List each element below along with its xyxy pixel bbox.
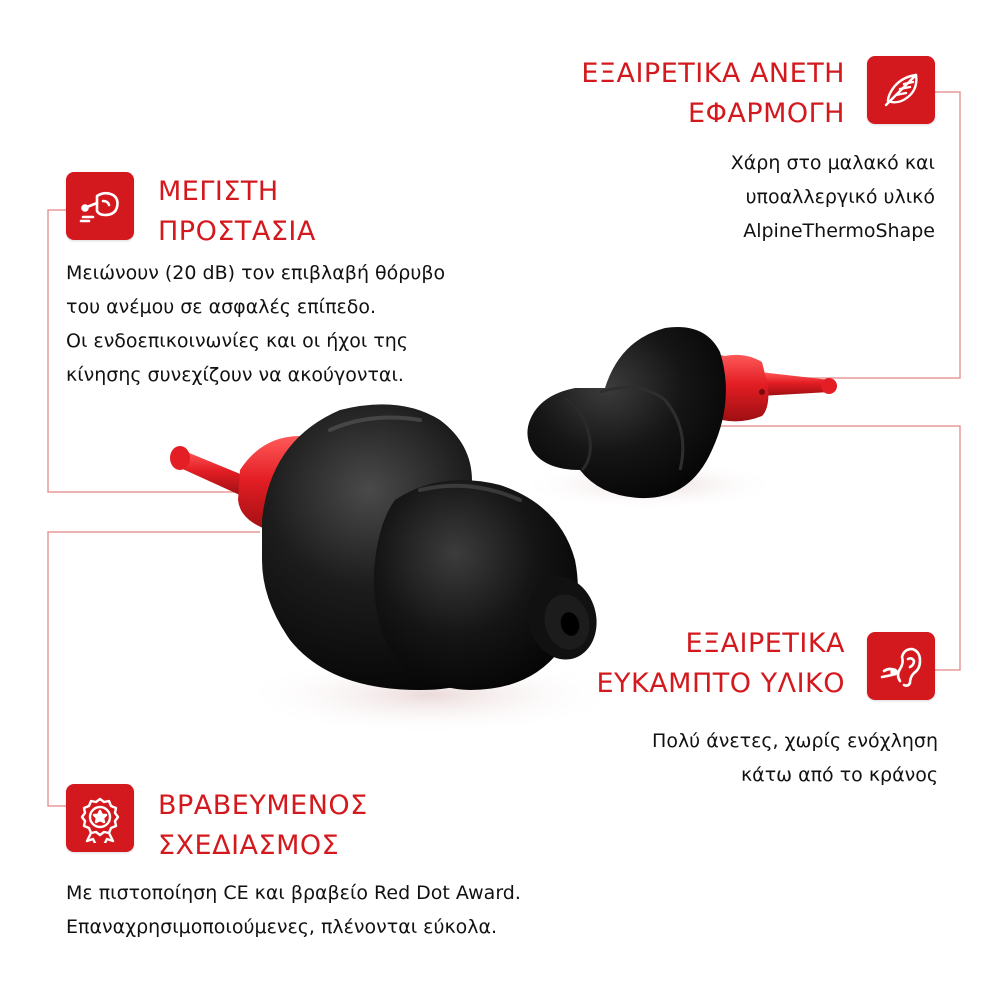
flexible-icon-box bbox=[867, 632, 935, 700]
protection-icon-box bbox=[66, 172, 134, 240]
flexible-description bbox=[652, 724, 938, 792]
protection-desc-line-3: Οι ενδοεπικοινωνίες και οι ήχοι της bbox=[66, 330, 408, 352]
flexible-title-line-2: ΕΥΚΑΜΠΤΟ ΥΛΙΚΟ bbox=[596, 668, 845, 699]
award-description bbox=[66, 876, 521, 944]
award-title-line-1: ΒΡΑΒΕΥΜΕΝΟΣ bbox=[158, 790, 368, 821]
flexible-title-line-1: ΕΞΑΙΡΕΤΙΚΑ bbox=[685, 628, 845, 659]
award-rosette-icon bbox=[75, 793, 125, 843]
earplug-icon bbox=[75, 181, 125, 231]
comfort-desc-line-2: υποαλλεργικό υλικό bbox=[745, 186, 935, 208]
protection-title-line-1: ΜΕΓΙΣΤΗ bbox=[158, 176, 279, 207]
protection-desc-line-4: κίνησης συνεχίζουν να ακούγονται. bbox=[66, 364, 404, 386]
protection-desc-line-2: του ανέμου σε ασφαλές επίπεδο. bbox=[66, 296, 377, 318]
award-title bbox=[158, 786, 368, 866]
award-desc-line-1: Με πιστοποίηση CE και βραβείο Red Dot Award. bbox=[66, 882, 521, 904]
feather-icon bbox=[876, 65, 926, 115]
comfort-desc-line-3: AlpineThermoShape bbox=[743, 220, 935, 242]
comfort-icon-box bbox=[867, 56, 935, 124]
award-title-line-2: ΣΧΕΔΙΑΣΜΟΣ bbox=[158, 830, 340, 861]
award-desc-line-2: Επαναχρησιμοποιούμενες, πλένονται εύκολα. bbox=[66, 916, 498, 938]
flexible-title bbox=[596, 624, 845, 704]
ear-icon bbox=[876, 641, 926, 691]
comfort-title-line-2: ΕΦΑΡΜΟΓΗ bbox=[688, 98, 845, 129]
flexible-desc-line-2: κάτω από το κράνος bbox=[740, 764, 938, 786]
flexible-desc-line-1: Πολύ άνετες, χωρίς ενόχληση bbox=[652, 730, 938, 752]
comfort-title-line-1: ΕΞΑΙΡΕΤΙΚΑ ΑΝΕΤΗ bbox=[581, 58, 845, 89]
comfort-description bbox=[731, 146, 935, 248]
protection-description bbox=[66, 256, 445, 392]
comfort-title bbox=[581, 54, 845, 134]
award-icon-box bbox=[66, 784, 134, 852]
protection-title-line-2: ΠΡΟΣΤΑΣΙΑ bbox=[158, 216, 316, 247]
protection-title bbox=[158, 172, 316, 252]
comfort-desc-line-1: Χάρη στο μαλακό και bbox=[730, 152, 935, 174]
protection-desc-line-1: Μειώνουν (20 dB) τον επιβλαβή θόρυβο bbox=[66, 262, 446, 284]
